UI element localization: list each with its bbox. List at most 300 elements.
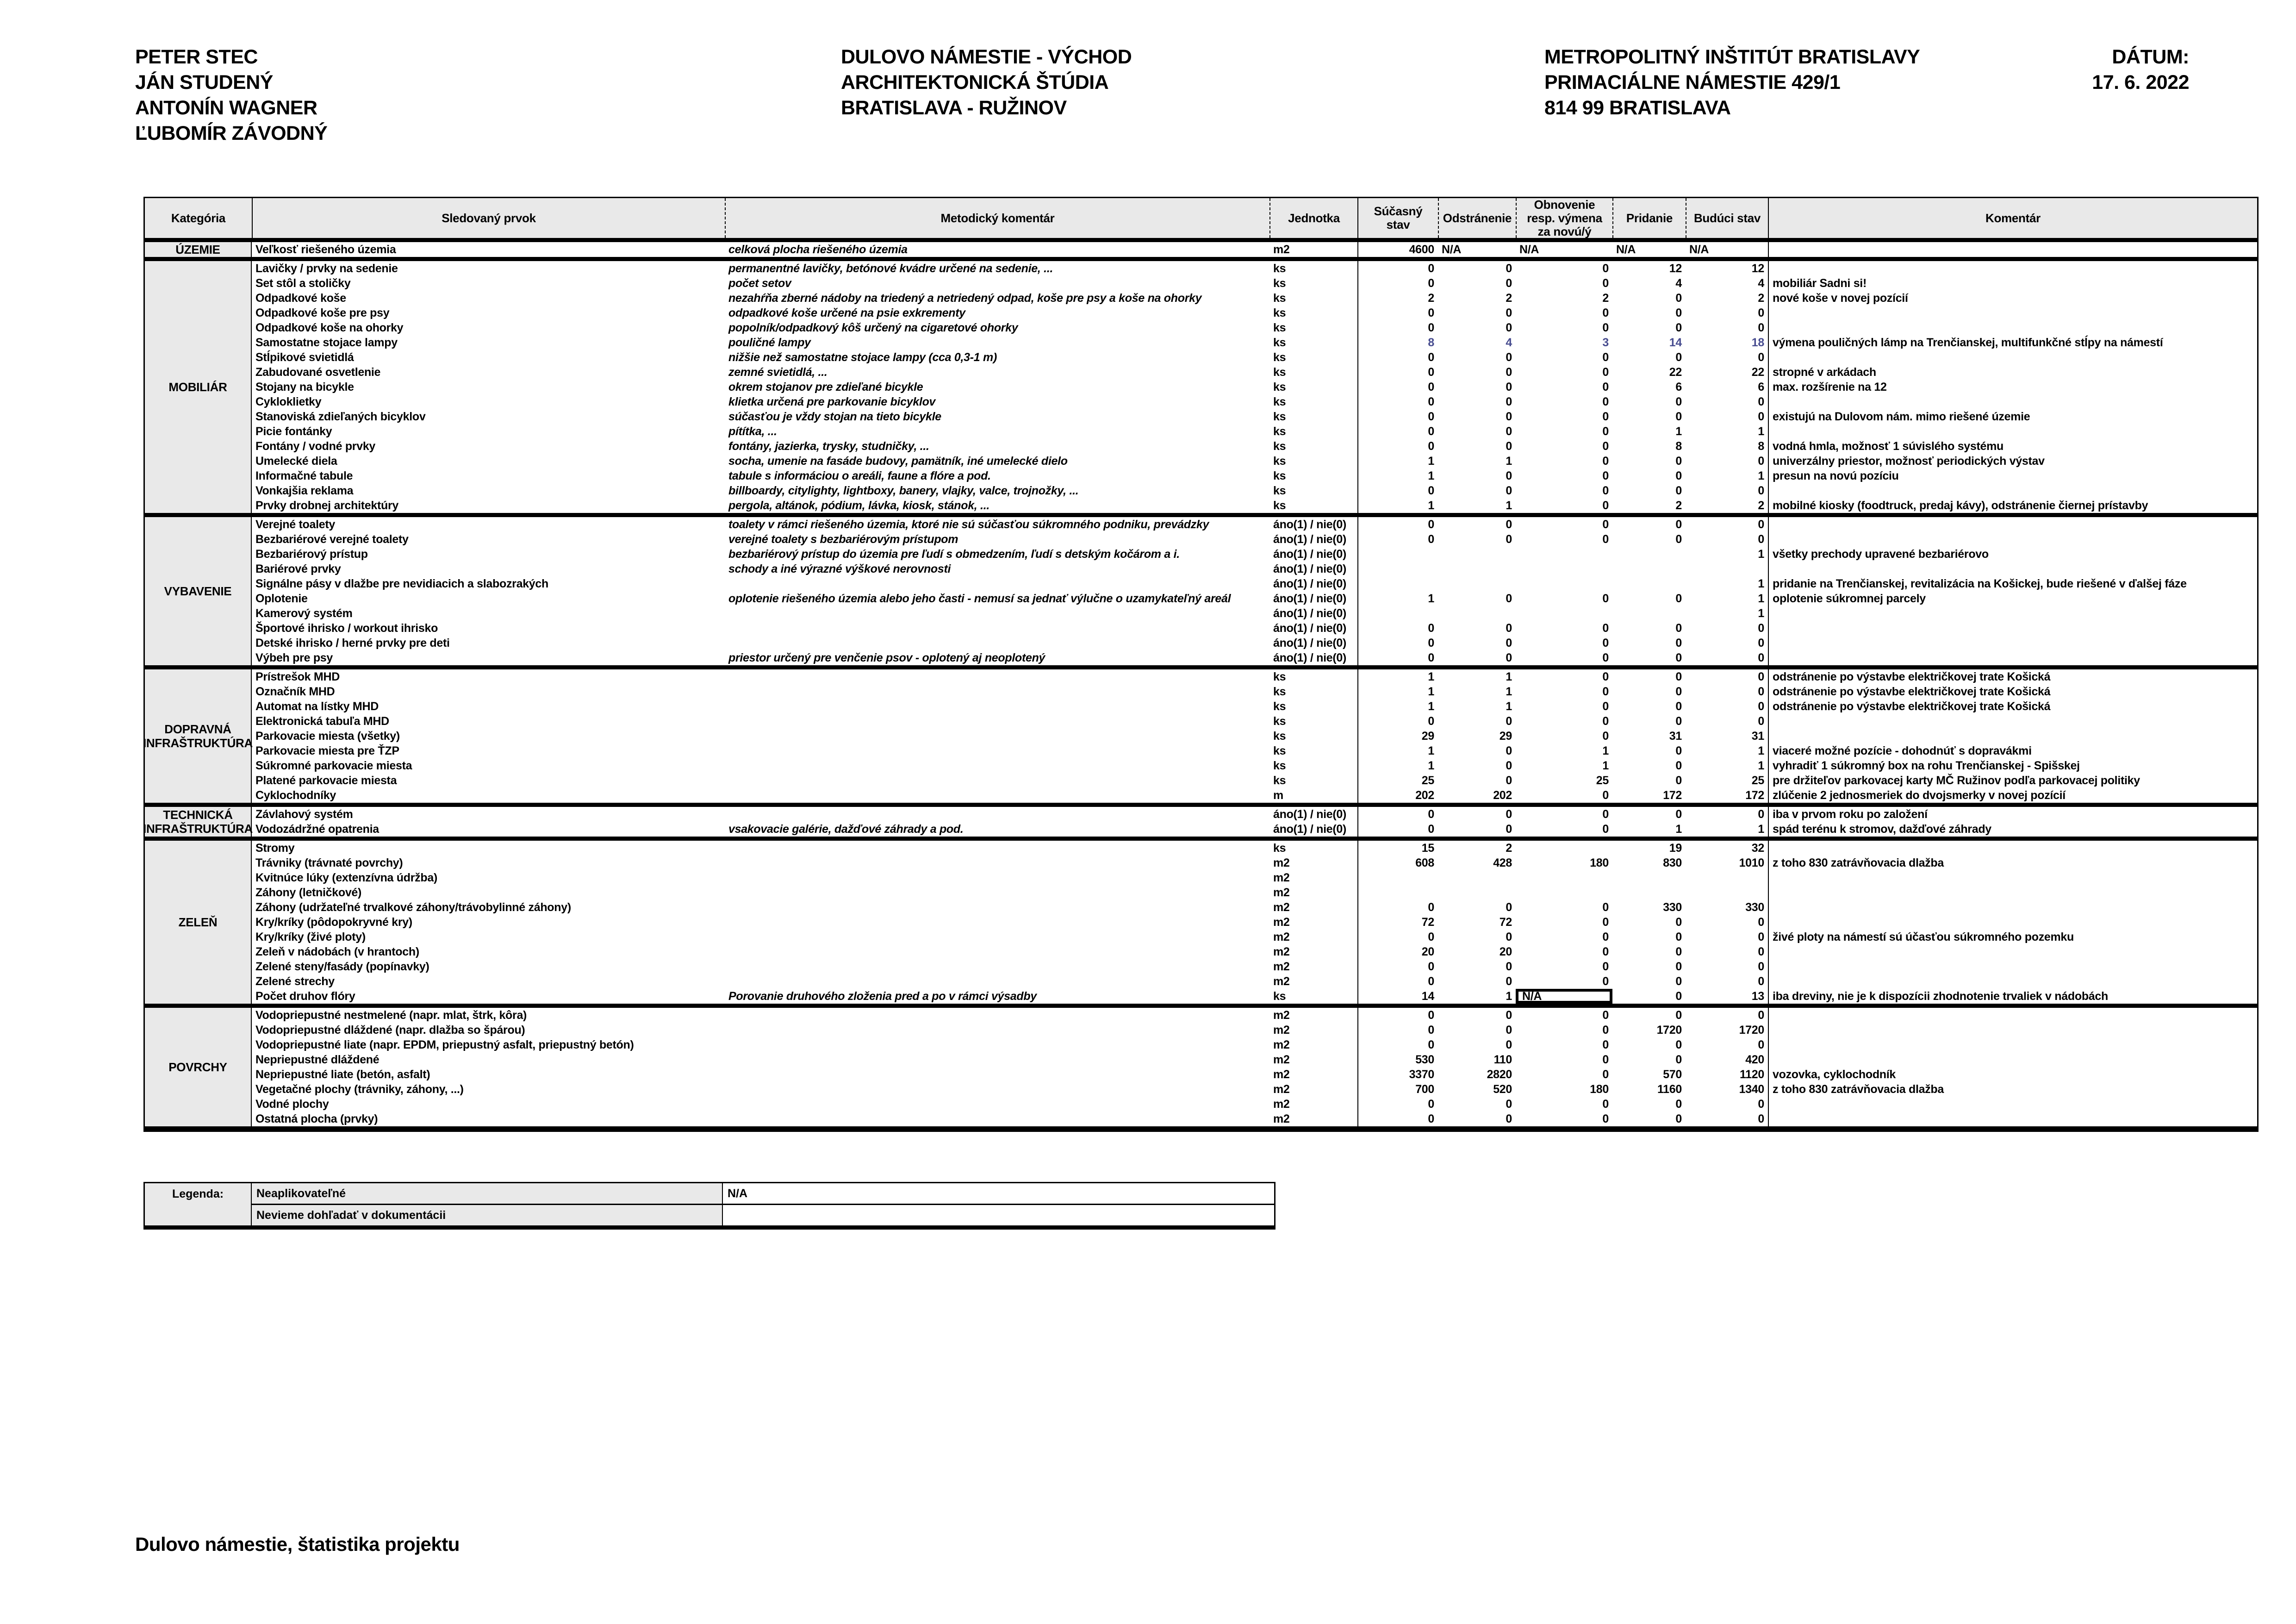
cell-metodika (725, 974, 1269, 989)
cell-sucasny: 15 (1357, 841, 1438, 856)
legend-label: Legenda: (145, 1183, 252, 1225)
column-header-komentar: Komentár (1768, 198, 2257, 238)
cell-odstranenie: 0 (1506, 395, 1512, 408)
cell-sucasny: 4600 (1357, 242, 1438, 257)
cell-obnovenie: 0 (1602, 484, 1609, 497)
author-line: JÁN STUDENÝ (135, 71, 273, 94)
cell-pridanie: 6 (1675, 380, 1682, 394)
cell-prvok: Bariérové prvky (255, 562, 341, 575)
cell-obnovenie: 0 (1602, 636, 1609, 650)
cell-metodika: počet setov (728, 276, 791, 290)
cell-buduci: 0 (1758, 306, 1764, 319)
cell-jednotka: m2 (1273, 243, 1290, 256)
cell-metodika: bezbariérový prístup do územia pre ľudí s obmedzením, ľudí s detským kočárom a i. (728, 547, 1180, 561)
cell-obnovenie: 0 (1602, 915, 1609, 929)
cell-metodika (725, 944, 1269, 959)
cell-obnovenie: 0 (1602, 651, 1609, 664)
column-header-pridanie: Pridanie (1612, 198, 1686, 238)
cell-jednotka: ks (1273, 499, 1286, 512)
table-row (252, 944, 2257, 959)
cell-buduci: 0 (1758, 454, 1764, 468)
category-label: TECHNICKÁ INFRAŠTRUKTÚRA (143, 808, 253, 836)
cell-metodika (725, 900, 1269, 915)
cell-jednotka: m2 (1273, 856, 1290, 869)
cell-pridanie: 0 (1675, 1008, 1682, 1022)
cell-obnovenie (1516, 606, 1612, 621)
cell-jednotka: ks (1273, 729, 1286, 743)
cell-metodika: klietka určená pre parkovanie bicyklov (728, 395, 936, 408)
cell-buduci: 1010 (1739, 856, 1764, 869)
cell-obnovenie: 0 (1602, 1097, 1609, 1111)
cell-sucasny: 0 (1357, 1008, 1438, 1023)
cell-buduci: 1 (1758, 822, 1764, 836)
cell-prvok: Závlahový systém (255, 807, 353, 821)
cell-jednotka: ks (1273, 744, 1286, 757)
cell-obnovenie: 180 (1590, 856, 1609, 869)
cell-sucasny: 14 (1357, 989, 1438, 1004)
page-footer-title: Dulovo námestie, štatistika projektu (135, 1533, 460, 1555)
cell-buduci: 1 (1758, 577, 1764, 590)
legend-item: Nevieme dohľadať v dokumentácii (252, 1205, 723, 1225)
table-row (252, 439, 2257, 454)
cell-komentar: z toho 830 zatrávňovacia dlažba (1768, 1082, 2257, 1097)
cell-pridanie: 1 (1675, 822, 1682, 836)
cell-pridanie: 0 (1675, 714, 1682, 728)
cell-odstranenie: 520 (1493, 1082, 1512, 1096)
cell-jednotka: ks (1273, 410, 1286, 423)
cell-odstranenie: 0 (1506, 759, 1512, 772)
cell-prvok: Detské ihrisko / herné prvky pre deti (255, 636, 450, 650)
cell-buduci: 0 (1758, 621, 1764, 635)
cell-komentar: univerzálny priestor, možnosť periodických výstav (1768, 454, 2257, 468)
cell-jednotka: ks (1273, 395, 1286, 408)
cell-pridanie: 0 (1675, 484, 1682, 497)
cell-jednotka: ks (1273, 321, 1286, 334)
cell-metodika: celková plocha riešeného územia (728, 243, 908, 256)
table-row (252, 468, 2257, 483)
cell-sucasny: 530 (1357, 1052, 1438, 1067)
column-header-metodika: Metodický komentár (725, 198, 1269, 238)
cell-odstranenie: 0 (1506, 592, 1512, 605)
cell-komentar (1768, 242, 2257, 257)
cell-odstranenie (1438, 547, 1516, 562)
cell-sucasny: 0 (1357, 807, 1438, 822)
cell-buduci: 0 (1758, 395, 1764, 408)
cell-prvok: Stromy (255, 841, 295, 855)
cell-jednotka: ks (1273, 700, 1286, 713)
cell-metodika (725, 636, 1269, 650)
table-row (252, 1082, 2257, 1097)
cell-buduci: 0 (1758, 915, 1764, 929)
cell-sucasny: 0 (1357, 350, 1438, 365)
cell-sucasny: 0 (1357, 380, 1438, 394)
cell-metodika (725, 885, 1269, 900)
cell-komentar: mobilné kiosky (foodtruck, predaj kávy), odstránenie čiernej prístavby (1768, 498, 2257, 513)
category-label: DOPRAVNÁ INFRAŠTRUKTÚRA (145, 669, 252, 803)
cell-metodika (725, 959, 1269, 974)
cell-prvok: Vodozádržné opatrenia (255, 822, 379, 836)
cell-pridanie: 31 (1669, 729, 1682, 743)
cell-pridanie: 0 (1675, 454, 1682, 468)
cell-prvok: Stĺpikové svietidlá (255, 350, 354, 364)
cell-obnovenie: 0 (1602, 1068, 1609, 1081)
legend-table (143, 1182, 1276, 1230)
cell-jednotka: áno(1) / nie(0) (1273, 518, 1347, 531)
cell-obnovenie: 0 (1602, 1023, 1609, 1037)
cell-pridanie: 1160 (1657, 1082, 1682, 1096)
cell-sucasny: 2 (1357, 291, 1438, 306)
cell-sucasny: 20 (1357, 944, 1438, 959)
cell-komentar: výmena pouličných lámp na Trenčianskej, multifunkčné stĺpy na námestí (1768, 335, 2257, 350)
cell-sucasny: 0 (1357, 714, 1438, 729)
cell-metodika (725, 606, 1269, 621)
cell-komentar (1768, 714, 2257, 729)
cell-sucasny: 1 (1357, 743, 1438, 758)
cell-komentar: vozovka, cyklochodník (1768, 1067, 2257, 1082)
cell-odstranenie: 0 (1506, 425, 1512, 438)
cell-pridanie: 8 (1675, 439, 1682, 453)
cell-pridanie: 22 (1669, 365, 1682, 379)
cell-metodika: okrem stojanov pre zdieľané bicykle (728, 380, 923, 394)
cell-pridanie: 0 (1675, 744, 1682, 757)
cell-jednotka: ks (1273, 774, 1286, 787)
category-label: VYBAVENIE (145, 517, 252, 665)
cell-prvok: Cykloklietky (255, 395, 322, 408)
cell-prvok: Picie fontánky (255, 425, 332, 438)
cell-sucasny: 608 (1357, 856, 1438, 870)
cell-prvok: Nepriepustné liate (betón, asfalt) (255, 1068, 430, 1081)
cell-jednotka: áno(1) / nie(0) (1273, 807, 1347, 821)
category-label: ZELEŇ (145, 841, 252, 1004)
table-row (252, 261, 2257, 276)
cell-jednotka: m2 (1273, 1097, 1290, 1111)
cell-pridanie: 0 (1675, 410, 1682, 423)
section-rows (252, 261, 2257, 513)
cell-odstranenie: 0 (1506, 1112, 1512, 1125)
cell-prvok: Kry/kríky (živé ploty) (255, 930, 366, 943)
table-row (252, 591, 2257, 606)
cell-obnovenie: 0 (1602, 685, 1609, 698)
cell-jednotka: ks (1273, 469, 1286, 482)
office-line: 814 99 BRATISLAVA (1544, 97, 1731, 119)
table-row (252, 483, 2257, 498)
cell-jednotka: m2 (1273, 1008, 1290, 1022)
cell-sucasny: 0 (1357, 1037, 1438, 1052)
cell-pridanie (1612, 606, 1686, 621)
cell-sucasny: 0 (1357, 424, 1438, 439)
cell-komentar: mobiliár Sadni si! (1768, 276, 2257, 291)
table-row (252, 562, 2257, 576)
cell-odstranenie: 0 (1506, 276, 1512, 290)
cell-jednotka: ks (1273, 276, 1286, 290)
table-row (252, 424, 2257, 439)
cell-buduci: 1 (1758, 744, 1764, 757)
cell-prvok: Parkovacie miesta pre ŤZP (255, 744, 399, 757)
cell-komentar: max. rozšírenie na 12 (1768, 380, 2257, 394)
cell-buduci: N/A (1689, 243, 1709, 256)
cell-pridanie: 0 (1675, 930, 1682, 943)
table-row (252, 650, 2257, 665)
cell-metodika: oplotenie riešeného územia alebo jeho časti - nemusí sa jednať výlučne o uzamykateľný areál (728, 592, 1231, 605)
cell-odstranenie: 2 (1506, 291, 1512, 305)
legend-row (252, 1183, 1274, 1204)
column-header-jednotka: Jednotka (1269, 198, 1357, 238)
cell-pridanie: 0 (1675, 291, 1682, 305)
cell-metodika (725, 576, 1269, 591)
cell-komentar (1768, 394, 2257, 409)
cell-jednotka: ks (1273, 262, 1286, 275)
cell-metodika (725, 870, 1269, 885)
office-line: METROPOLITNÝ INŠTITÚT BRATISLAVY (1544, 46, 1920, 68)
table-row (252, 394, 2257, 409)
table-row (252, 856, 2257, 870)
cell-komentar (1768, 959, 2257, 974)
cell-pridanie: 0 (1675, 395, 1682, 408)
cell-prvok: Umelecké diela (255, 454, 337, 468)
cell-odstranenie: 0 (1506, 321, 1512, 334)
cell-jednotka: áno(1) / nie(0) (1273, 532, 1347, 546)
cell-buduci (1686, 870, 1768, 885)
cell-odstranenie: 0 (1506, 960, 1512, 973)
cell-jednotka: ks (1273, 365, 1286, 379)
cell-obnovenie: 0 (1602, 410, 1609, 423)
cell-buduci: 420 (1745, 1053, 1764, 1066)
cell-metodika: zemné svietidlá, ... (728, 365, 828, 379)
table-header-row (145, 198, 2257, 242)
cell-sucasny (1357, 870, 1438, 885)
cell-odstranenie: 4 (1506, 336, 1512, 349)
cell-prvok: Parkovacie miesta (všetky) (255, 729, 400, 743)
cell-pridanie: 0 (1675, 306, 1682, 319)
table-row (252, 242, 2257, 257)
cell-metodika (725, 669, 1269, 684)
table-row (252, 350, 2257, 365)
cell-obnovenie: 0 (1602, 262, 1609, 275)
cell-odstranenie: 428 (1493, 856, 1512, 869)
cell-komentar: vodná hmla, možnosť 1 súvislého systému (1768, 439, 2257, 454)
table-row (252, 365, 2257, 380)
project-title-line: ARCHITEKTONICKÁ ŠTÚDIA (841, 71, 1109, 94)
cell-odstranenie (1438, 562, 1516, 576)
cell-pridanie: 4 (1675, 276, 1682, 290)
cell-jednotka: ks (1273, 841, 1286, 855)
cell-buduci: 0 (1758, 1038, 1764, 1051)
cell-obnovenie (1516, 841, 1612, 856)
table-row (252, 1112, 2257, 1126)
cell-buduci: 4 (1758, 276, 1764, 290)
cell-sucasny: 0 (1357, 822, 1438, 837)
cell-jednotka: ks (1273, 439, 1286, 453)
cell-komentar (1768, 1097, 2257, 1112)
cell-odstranenie: 0 (1506, 774, 1512, 787)
cell-prvok: Odpadkové koše pre psy (255, 306, 390, 319)
table-row (252, 1067, 2257, 1082)
cell-buduci: 172 (1745, 788, 1764, 802)
cell-komentar: viaceré možné pozície - dohodnúť s dopravákmi (1768, 743, 2257, 758)
cell-buduci: 1 (1758, 592, 1764, 605)
cell-prvok: Stanoviská zdieľaných bicyklov (255, 410, 426, 423)
cell-buduci: 1120 (1739, 1068, 1764, 1081)
cell-metodika: verejné toalety s bezbariérovým prístupom (728, 532, 958, 546)
cell-jednotka: áno(1) / nie(0) (1273, 592, 1347, 605)
cell-pridanie: 0 (1675, 621, 1682, 635)
table-row (252, 576, 2257, 591)
cell-obnovenie: 0 (1602, 807, 1609, 821)
cell-pridanie: 0 (1675, 960, 1682, 973)
cell-komentar (1768, 424, 2257, 439)
cell-komentar (1768, 841, 2257, 856)
table-row (252, 291, 2257, 306)
legend-item: Neaplikovateľné (252, 1183, 723, 1204)
cell-obnovenie: 0 (1602, 729, 1609, 743)
cell-sucasny (1357, 885, 1438, 900)
cell-pridanie: 830 (1663, 856, 1682, 869)
cell-jednotka: ks (1273, 759, 1286, 772)
cell-metodika: pergola, altánok, pódium, lávka, kiosk, stánok, ... (728, 499, 990, 512)
cell-pridanie: 570 (1663, 1068, 1682, 1081)
column-header-buduci: Budúci stav (1686, 198, 1768, 238)
cell-obnovenie (1516, 562, 1612, 576)
cell-metodika: pítítka, ... (728, 425, 777, 438)
cell-pridanie: 1720 (1656, 1023, 1682, 1037)
cell-jednotka: ks (1273, 380, 1286, 394)
cell-jednotka: ks (1273, 336, 1286, 349)
cell-jednotka: áno(1) / nie(0) (1273, 547, 1347, 561)
cell-prvok: Záhony (udržateľné trvalkové záhony/trávobylinné záhony) (255, 900, 571, 914)
cell-metodika (725, 699, 1269, 714)
table-row (252, 498, 2257, 513)
cell-odstranenie: 0 (1506, 1023, 1512, 1037)
cell-metodika: billboardy, citylighty, lightboxy, banery, vlajky, valce, trojnožky, ... (728, 484, 1079, 497)
cell-buduci: 1 (1758, 469, 1764, 482)
cell-obnovenie: 0 (1602, 518, 1609, 531)
cell-komentar (1768, 483, 2257, 498)
cell-pridanie: 0 (1675, 518, 1682, 531)
cell-metodika (725, 758, 1269, 773)
cell-sucasny (1357, 606, 1438, 621)
cell-pridanie: 14 (1669, 336, 1682, 349)
section-rows (252, 242, 2257, 257)
section-povrchy (145, 1008, 2257, 1131)
cell-sucasny: 700 (1357, 1082, 1438, 1097)
cell-buduci: 1 (1758, 547, 1764, 561)
project-title-line: BRATISLAVA - RUŽINOV (841, 97, 1067, 119)
cell-odstranenie: 0 (1506, 262, 1512, 275)
section-zele (145, 841, 2257, 1008)
section-rows (252, 669, 2257, 803)
table-row (252, 1008, 2257, 1023)
table-row (252, 547, 2257, 562)
cell-pridanie (1612, 576, 1686, 591)
cell-jednotka: m2 (1273, 871, 1290, 884)
cell-pridanie: 0 (1675, 759, 1682, 772)
table-row (252, 276, 2257, 291)
cell-buduci: 0 (1758, 321, 1764, 334)
cell-odstranenie: 0 (1506, 365, 1512, 379)
cell-prvok: Nepriepustné dláždené (255, 1053, 380, 1066)
cell-pridanie: 0 (1675, 651, 1682, 664)
cell-buduci: 1 (1758, 425, 1764, 438)
cell-sucasny: 3370 (1357, 1067, 1438, 1082)
column-header-obnovenie: Obnovenie resp. výmena za novú/ý (1516, 198, 1612, 238)
table-row (252, 621, 2257, 636)
cell-komentar (1768, 885, 2257, 900)
cell-buduci: 0 (1758, 1112, 1764, 1125)
table-row (252, 1037, 2257, 1052)
table-row (252, 1097, 2257, 1112)
cell-pridanie: 0 (1675, 532, 1682, 546)
cell-komentar: presun na novú pozíciu (1768, 468, 2257, 483)
date-block (1944, 44, 2189, 95)
cell-odstranenie (1438, 885, 1516, 900)
cell-prvok: Vodopriepustné nestmelené (napr. mlat, štrk, kôra) (255, 1008, 527, 1022)
cell-pridanie: 0 (1675, 915, 1682, 929)
cell-buduci: 1 (1758, 606, 1764, 620)
cell-prvok: Záhony (letničkové) (255, 886, 362, 899)
cell-sucasny: 0 (1357, 517, 1438, 532)
cell-metodika (725, 807, 1269, 822)
cell-jednotka: ks (1273, 425, 1286, 438)
cell-obnovenie (1516, 885, 1612, 900)
cell-jednotka: m2 (1273, 915, 1290, 929)
cell-pridanie: 330 (1663, 900, 1682, 914)
cell-komentar (1768, 306, 2257, 320)
cell-prvok: Fontány / vodné prvky (255, 439, 376, 453)
cell-prvok: Veľkosť riešeného územia (255, 243, 396, 256)
cell-buduci: 0 (1758, 700, 1764, 713)
cell-komentar (1768, 350, 2257, 365)
table-row (252, 306, 2257, 320)
cell-prvok: Vodné plochy (255, 1097, 329, 1111)
date-label: DÁTUM: (2112, 46, 2189, 68)
cell-komentar (1768, 1112, 2257, 1126)
cell-prvok: Kamerový systém (255, 606, 353, 620)
table-row (252, 974, 2257, 989)
cell-prvok: Platené parkovacie miesta (255, 774, 397, 787)
cell-metodika (725, 1023, 1269, 1037)
table-row (252, 758, 2257, 773)
cell-metodika: socha, umenie na fasáde budovy, pamätník, iné umelecké dielo (728, 454, 1068, 468)
cell-obnovenie: 0 (1602, 532, 1609, 546)
cell-buduci: 31 (1751, 729, 1764, 743)
cell-komentar: všetky prechody upravené bezbariérovo (1768, 547, 2257, 562)
cell-metodika: nezahŕňa zberné nádoby na triedený a netriedený odpad, koše pre psy a koše na ohorky (728, 291, 1202, 305)
cell-komentar (1768, 636, 2257, 650)
cell-komentar (1768, 621, 2257, 636)
cell-metodika (725, 743, 1269, 758)
cell-odstranenie: 0 (1506, 930, 1512, 943)
cell-metodika (725, 1112, 1269, 1126)
cell-odstranenie (1438, 606, 1516, 621)
cell-komentar (1768, 1008, 2257, 1023)
legend-value (723, 1205, 1274, 1225)
cell-obnovenie: 0 (1602, 1008, 1609, 1022)
cell-sucasny: 29 (1357, 729, 1438, 743)
section-rows (252, 517, 2257, 665)
cell-sucasny: 0 (1357, 1097, 1438, 1112)
cell-buduci: 0 (1758, 1097, 1764, 1111)
table-row (252, 714, 2257, 729)
cell-jednotka: m (1273, 788, 1283, 802)
cell-metodika (725, 1067, 1269, 1082)
table-row (252, 822, 2257, 837)
table-row (252, 1023, 2257, 1037)
cell-prvok: Zelené strechy (255, 974, 335, 988)
cell-pridanie: 0 (1675, 321, 1682, 334)
cell-komentar: vyhradiť 1 súkromný box na rohu Trenčianskej - Spišskej (1768, 758, 2257, 773)
cell-sucasny: 0 (1357, 621, 1438, 636)
cell-sucasny: 202 (1357, 788, 1438, 803)
